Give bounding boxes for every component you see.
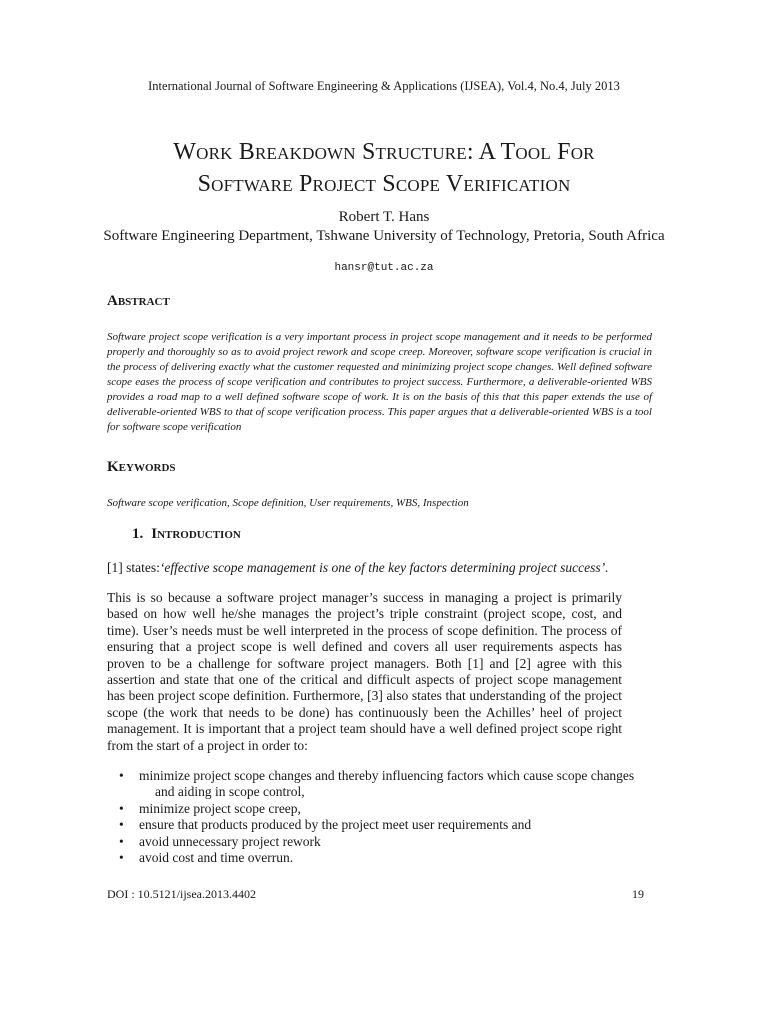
keywords-heading: Keywords (107, 459, 176, 475)
paper-title-line-2: Software Project Scope Verification (197, 171, 571, 197)
author-name: Robert T. Hans (338, 209, 430, 225)
list-item-text: avoid unnecessary project rework (139, 833, 321, 849)
citation-ref: [1] states: (107, 560, 160, 575)
intro-quote-line (107, 560, 652, 576)
abstract-heading: Abstract (107, 293, 170, 309)
list-item-continuation: and aiding in scope control, (155, 784, 305, 800)
author-affiliation: Software Engineering Department, Tshwane University of Technology, Pretoria, South Africa (103, 228, 665, 244)
author-email: hansr@tut.ac.za (334, 262, 434, 274)
page-number: 19 (632, 887, 644, 901)
list-item (107, 801, 647, 817)
bullet-icon: • (119, 800, 124, 816)
list-item (107, 850, 647, 866)
list-item (107, 834, 647, 850)
bullet-icon: • (119, 850, 124, 866)
intro-paragraph: This is so because a software project manager’s success in managing a project is primarily based on how well he/she manages the project’s triple constraint (project scope, cost, and time). User’s needs must be well interpreted in the process of scope definition. The process of ensuring that a project scope is well defined and covers all user requirements aspects has proven to be a challenge for software project managers. Both [1] and [2] agree with this assertion and state that one of the critical and difficult aspects of project scope management has been project scope definition. Furthermore, [3] also states that understanding of the project scope (the work that needs to be done) has continuously been the Achilles’ heel of project management. It is important that a project team should have a well defined project scope right from the start of a project in order to: (107, 590, 622, 753)
introduction-heading (132, 526, 241, 543)
list-item-text: ensure that products produced by the project meet user requirements and (139, 817, 532, 833)
bullet-icon: • (119, 768, 124, 783)
footer-doi: DOI : 10.5121/ijsea.2013.4402 (107, 887, 256, 901)
paper-title-line-1: Work Breakdown Structure: A Tool For (173, 139, 595, 165)
list-item-text: avoid cost and time overrun. (139, 850, 294, 866)
list-item (107, 768, 647, 801)
section-title: Introduction (151, 526, 241, 542)
bullet-icon: • (119, 817, 124, 833)
list-item (107, 817, 647, 833)
list-item-text: minimize project scope changes and thereby influencing factors which cause scope changes (139, 768, 635, 783)
quote-text: ‘effective scope management is one of the key factors determining project success’. (159, 560, 609, 575)
abstract-text: Software project scope verification is a very important process in project scope management and it needs to be performed properly and thoroughly so as to avoid project rework and scope creep. Moreover, software scope verification is crucial in the process of delivering exactly what the customer requested and minimizing project scope changes. Well defined software scope eases the process of scope verification and contributes to project success. Furthermore, a deliverable-oriented WBS provides a road map to a well defined software scope of work. It is on the basis of this that this paper extends the use of deliverable-oriented WBS to that of scope verification process. This paper argues that a deliverable-oriented WBS is a tool for software scope verification (107, 331, 652, 433)
journal-header: International Journal of Software Engineering & Applications (IJSEA), Vol.4, No.4, July 2013 (148, 79, 620, 93)
intro-bullet-list (107, 768, 647, 866)
bullet-icon: • (119, 833, 124, 849)
keywords-text: Software scope verification, Scope definition, User requirements, WBS, Inspection (107, 497, 469, 509)
paper-title (0, 136, 768, 200)
section-number: 1. (132, 526, 144, 542)
list-item-text: minimize project scope creep, (139, 800, 301, 816)
